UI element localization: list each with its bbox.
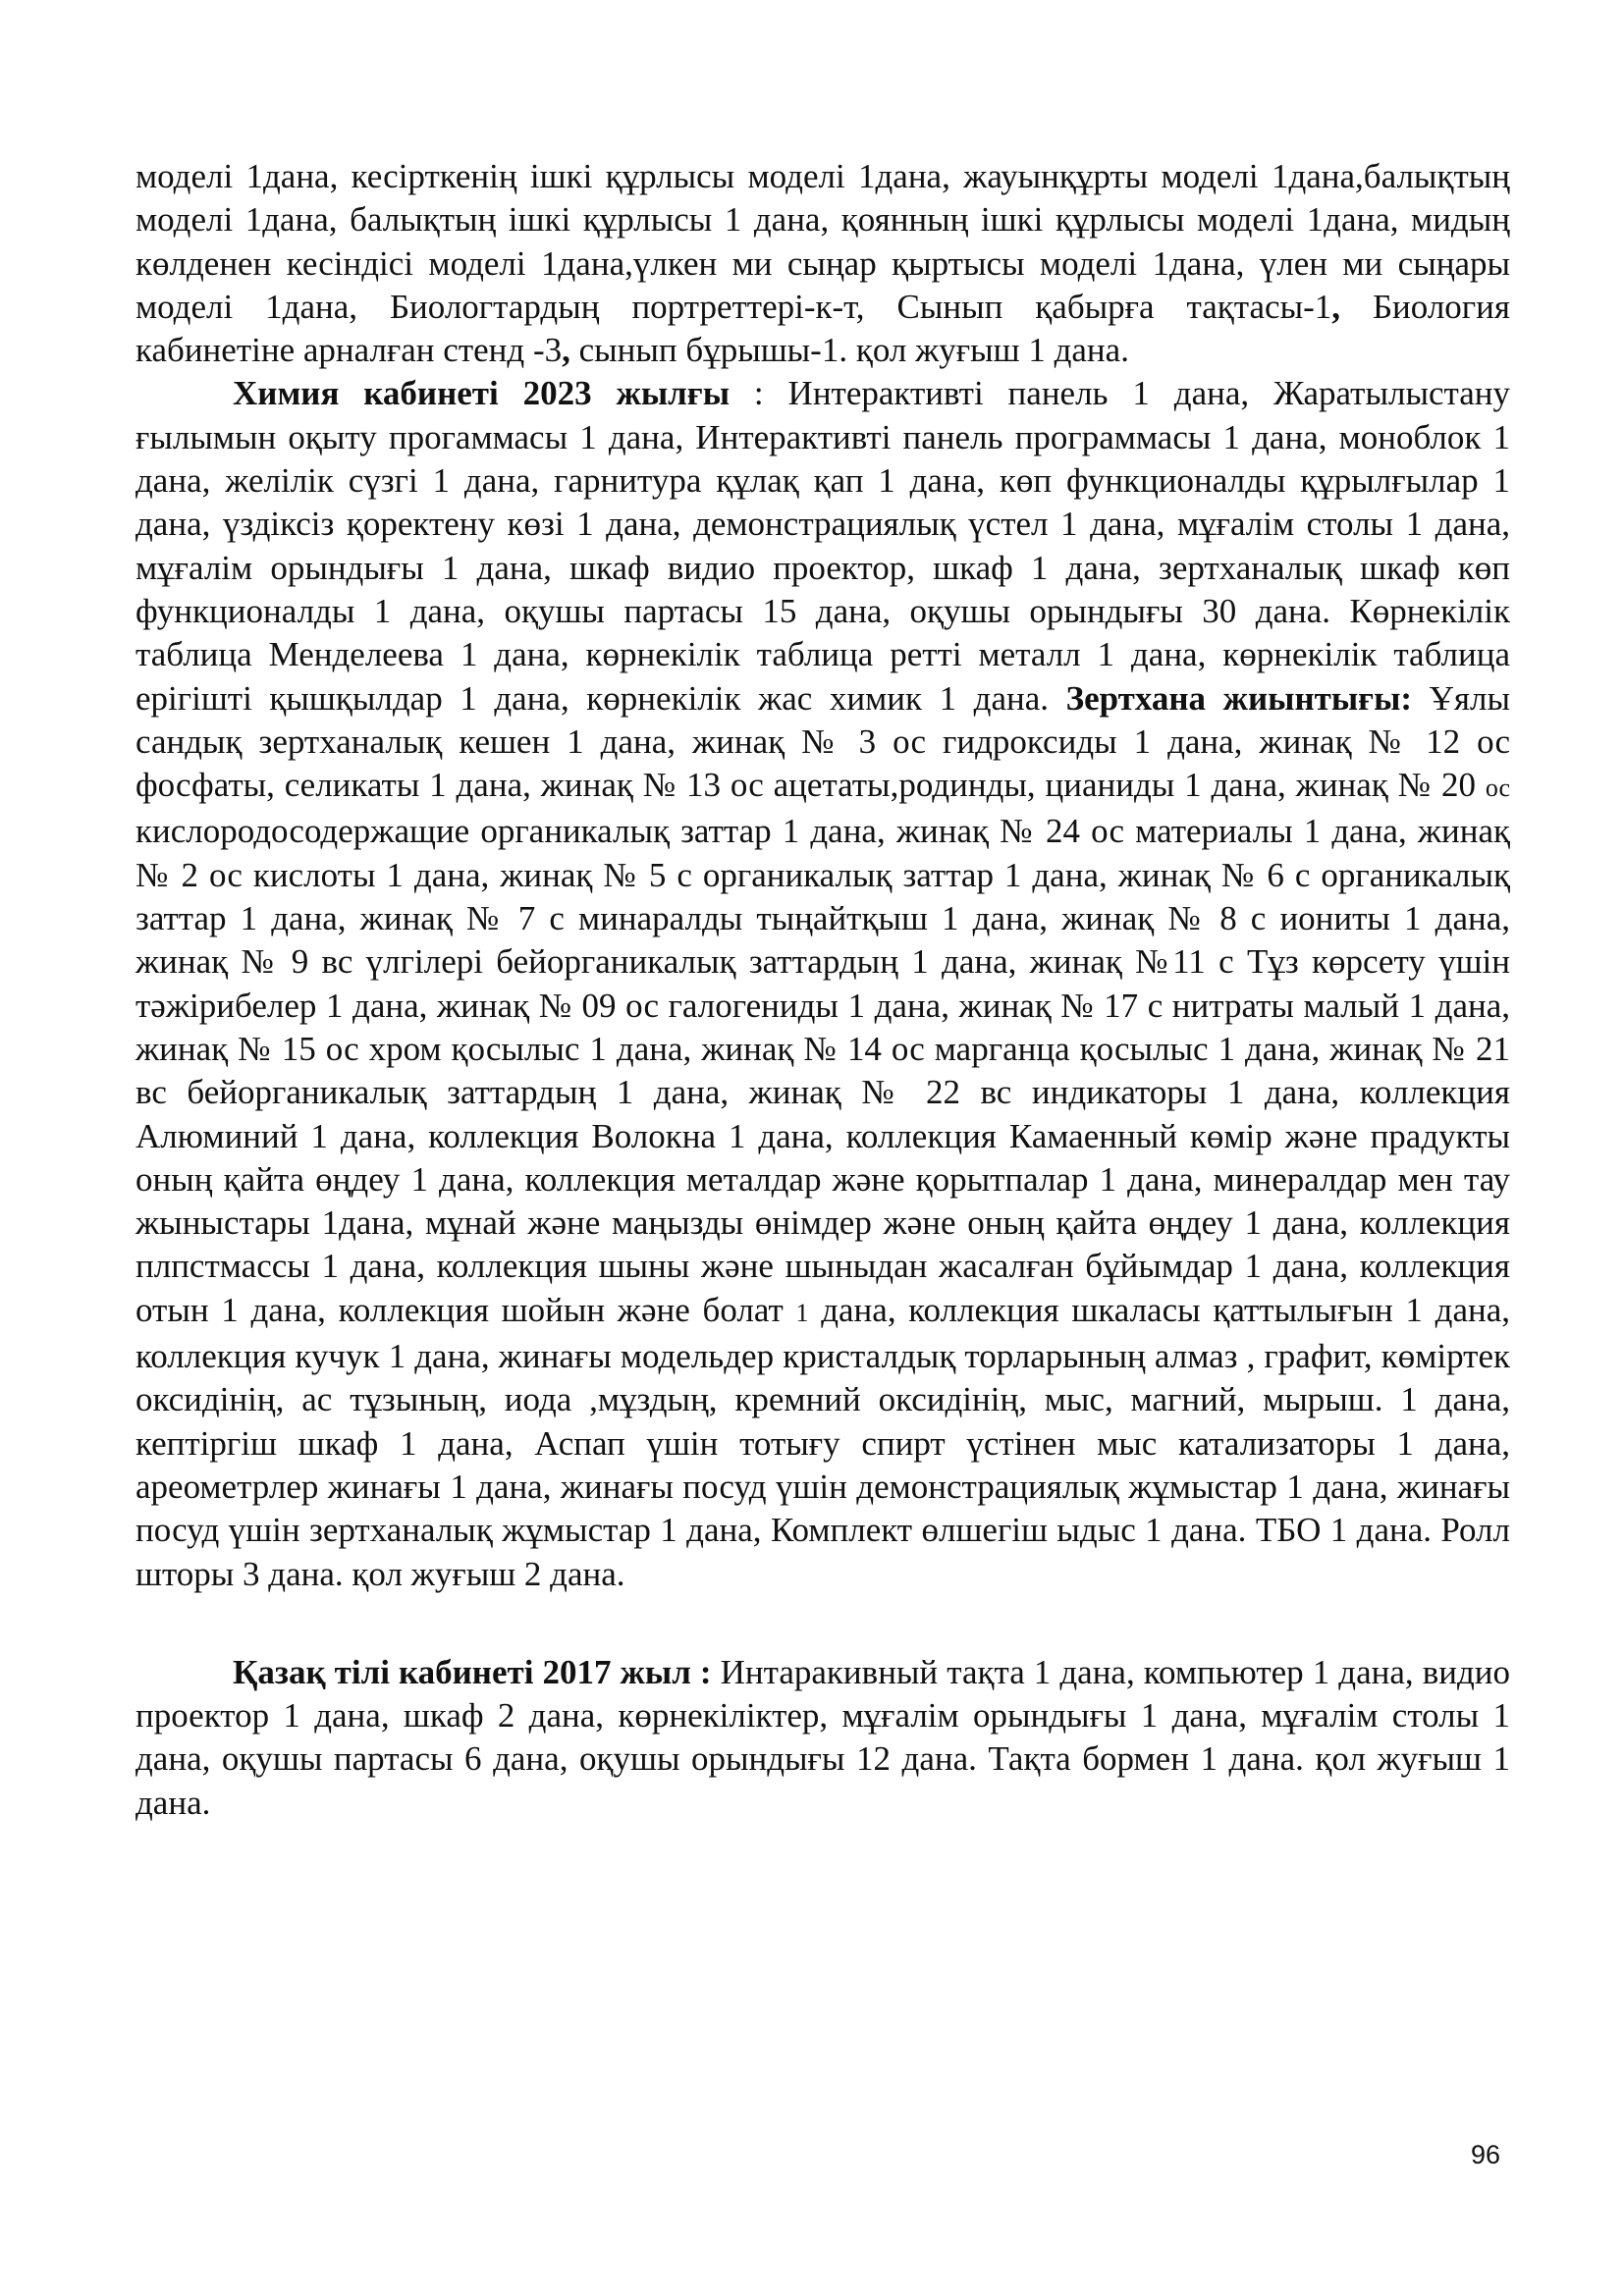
small-one: 1	[795, 1298, 809, 1327]
lab-kit-text-3: дана, коллекция шкаласы қаттылығын 1 дана, коллекция кучук 1 дана, жинағы модельдер кристалдық торларының алмаз , графит, көміртек оксидінің, ас тұзының, иода ,мұздың, кремний оксидінің, мыс, магний, мырыш. 1 дана, кептіргіш шкаф 1 дана, Аспап үшін тотығу спирт үстінен мыс катализаторы 1 дана, ареометрлер жинағы 1 дана, жинағы посуд үшін демонстрациялық жұмыстар 1 дана, жинағы посуд үшін зертханалық жұмыстар 1 дана, Комплект өлшегіш ыдыс 1 дана. ТБО 1 дана. Ролл шторы 3 дана. қол жуғыш 2 дана.	[135, 1290, 1510, 1593]
document-page	[135, 155, 1510, 1825]
biology-text-2: Биология кабинетіне арналған стенд -3	[135, 287, 1510, 370]
biology-text-3: сынып бұрышы-1. қол жуғыш 1 дана.	[569, 331, 1129, 370]
lab-kit-text: Ұялы сандық зертханалық кешен 1 дана, жинақ № 3 ос гидроксиды 1 дана, жинақ № 12 ос фосфаты, селикаты 1 дана, жинақ № 13 ос ацетаты,родинды, цианиды 1 дана, жинақ № 20	[135, 678, 1511, 805]
lab-kit-text-2: кислородосодержащие органикалық заттар 1 дана, жинақ № 24 ос материалы 1 дана, жинақ № 2 ос кислоты 1 дана, жинақ № 5 с органикалық заттар 1 дана, жинақ № 6 с органикалық заттар 1 дана, жинақ № 7 с минаралды тыңайтқыш 1 дана, жинақ № 8 с иониты 1 дана, жинақ № 9 вс үлгілері бейорганикалық заттардың 1 дана, жинақ №11 с Тұз көрсету үшін тәжірибелер 1 дана, жинақ № 09 ос галогениды 1 дана, жинақ № 17 с нитраты малый 1 дана, жинақ № 15 ос хром қосылыс 1 дана, жинақ № 14 ос марганца қосылыс 1 дана, жинақ № 21 вс бейорганикалық заттардың 1 дана, жинақ № 22 вс индикаторы 1 дана, коллекция Алюминий 1 дана, коллекция Волокна 1 дана, коллекция Камаенный көмір және прадукты оның қайта өңдеу 1 дана, коллекция металдар және қорытпалар 1 дана, минералдар мен тау жыныстары 1дана, мұнай және маңызды өнімдер және оның қайта өңдеу 1 дана, коллекция плпстмассы 1 дана, коллекция шыны және шыныдан жасалған бұйымдар 1 дана, коллекция отын 1 дана, коллекция шойын және болат	[135, 812, 1510, 1329]
bold-comma: ,	[562, 331, 570, 370]
kazakh-text: Интаракивный тақта 1 дана, компьютер 1 дана, видио проектор 1 дана, шкаф 2 дана, көрнекіліктер, мұғалім орындығы 1 дана, мұғалім столы 1 дана, оқушы партасы 6 дана, оқушы орындығы 12 дана. Тақта бормен 1 дана. қол жуғыш 1 дана.	[135, 1652, 1510, 1822]
kazakh-heading: Қазақ тілі кабинеті 2017 жыл :	[233, 1652, 712, 1691]
kazakh-language-cabinet-paragraph	[135, 1651, 1510, 1825]
paragraph-gap	[135, 1596, 1510, 1651]
bold-comma: ,	[1331, 287, 1340, 326]
biology-text: моделі 1дана, кесірткенің ішкі құрлысы моделі 1дана, жауынқұрты моделі 1дана,балықтың моделі 1дана, балықтың ішкі құрлысы 1 дана, қоянның ішкі құрлысы моделі 1дана, мидың көлденен кесіндісі моделі 1дана,үлкен ми сыңар қыртысы моделі 1дана, үлен ми сыңары моделі 1дана, Биологтардың портреттері-к-т, Сынып қабырға тақтасы-1	[135, 157, 1510, 326]
lab-kit-subheading: Зертхана жиынтығы:	[1065, 678, 1413, 718]
small-os: ос	[1485, 774, 1510, 803]
biology-equipment-paragraph	[135, 155, 1510, 372]
page-number: 96	[1471, 2140, 1501, 2169]
chemistry-text: : Интерактивті панель 1 дана, Жаратылыстану ғылымын оқыту прогаммасы 1 дана, Интерактивті панель программасы 1 дана, моноблок 1 дана, желілік сүзгі 1 дана, гарнитура құлақ қап 1 дана, көп функционалды құрылғылар 1 дана, үздіксіз қоректену көзі 1 дана, демонстрациялық үстел 1 дана, мұғалім столы 1 дана, мұғалім орындығы 1 дана, шкаф видио проектор, шкаф 1 дана, зертханалық шкаф көп функционалды 1 дана, оқушы партасы 15 дана, оқушы орындығы 30 дана. Көрнекілік таблица Менделеева 1 дана, көрнекілік таблица ретті металл 1 дана, көрнекілік таблица ерігішті қышқылдар 1 дана, көрнекілік жас химик 1 дана.	[135, 374, 1511, 718]
chemistry-cabinet-paragraph	[135, 372, 1510, 1595]
chemistry-heading: Химия кабинеті 2023 жылғы	[233, 374, 731, 413]
